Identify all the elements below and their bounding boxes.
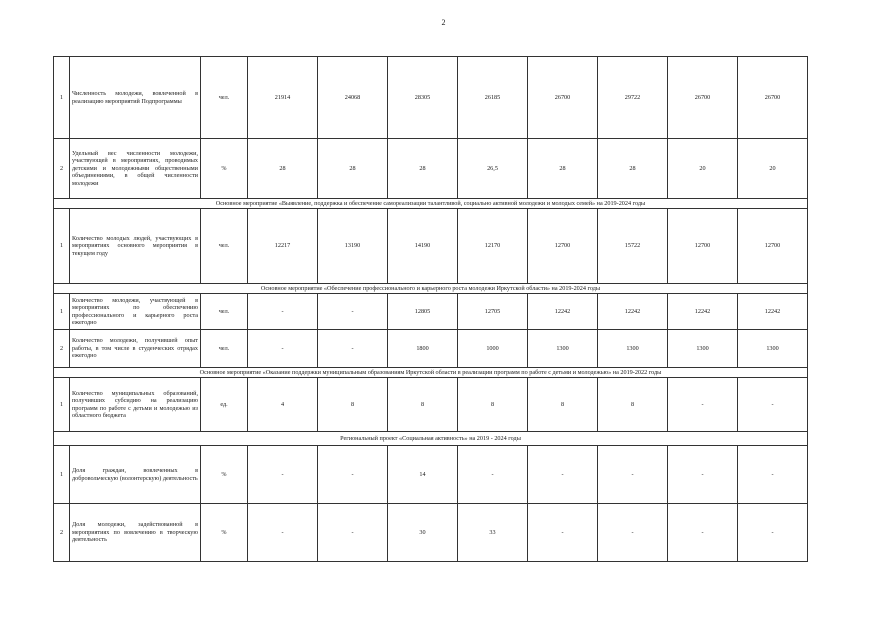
indicator-value: 8: [318, 378, 388, 432]
indicator-value: 26700: [668, 57, 738, 139]
section-title: Основное мероприятие «Выявление, поддержка и обеспечение самореализации талантливой, социально активной молодежи и молодых семей» на 2019-2024 годы: [54, 199, 808, 209]
indicator-value: 8: [598, 378, 668, 432]
unit-of-measure: %: [201, 504, 248, 562]
indicator-value: 28: [598, 139, 668, 199]
indicator-value: 30: [388, 504, 458, 562]
section-title: Основное мероприятие «Обеспечение профессионального и карьерного роста молодежи Иркутской области» на 2019-2024 годы: [54, 284, 808, 294]
indicator-value: 21914: [248, 57, 318, 139]
indicator-value: 26700: [528, 57, 598, 139]
indicator-value: -: [598, 504, 668, 562]
row-number: 1: [54, 446, 70, 504]
indicator-value: 13190: [318, 209, 388, 284]
table-row: [54, 446, 808, 504]
indicator-value: -: [248, 294, 318, 330]
indicator-value: 24068: [318, 57, 388, 139]
indicator-value: 26185: [458, 57, 528, 139]
indicator-value: 8: [528, 378, 598, 432]
indicator-value: 12700: [528, 209, 598, 284]
indicator-name: Доля граждан, вовлеченных в добровольческую (волонтерскую) деятельность: [70, 446, 201, 504]
section-header-row: [54, 284, 808, 294]
indicator-value: 12242: [528, 294, 598, 330]
indicator-value: 1300: [668, 330, 738, 368]
indicator-value: -: [738, 378, 808, 432]
indicator-name: Удельный вес численности молодежи, участвующей в мероприятиях, проводимых детскими и молодежными общественными объединениями, в общей численности молодежи: [70, 139, 201, 199]
indicator-name: Количество муниципальных образований, получивших субсидию на реализацию программ по работе с детьми и молодежью из областного бюджета: [70, 378, 201, 432]
indicator-value: -: [248, 446, 318, 504]
page-number: 2: [441, 18, 446, 27]
table-body: [54, 57, 808, 562]
indicator-value: 12170: [458, 209, 528, 284]
indicator-value: -: [668, 504, 738, 562]
indicator-value: 8: [458, 378, 528, 432]
indicator-value: 15722: [598, 209, 668, 284]
indicator-value: -: [528, 446, 598, 504]
indicator-value: 1300: [598, 330, 668, 368]
indicator-value: -: [318, 446, 388, 504]
indicator-value: 4: [248, 378, 318, 432]
indicator-value: 1000: [458, 330, 528, 368]
indicator-value: 12242: [598, 294, 668, 330]
indicator-value: 28: [318, 139, 388, 199]
indicator-name: Численность молодежи, вовлеченной в реализацию мероприятий Подпрограммы: [70, 57, 201, 139]
indicator-value: 20: [738, 139, 808, 199]
row-number: 2: [54, 330, 70, 368]
indicator-value: 8: [388, 378, 458, 432]
row-number: 2: [54, 504, 70, 562]
indicator-value: 14: [388, 446, 458, 504]
indicator-value: 33: [458, 504, 528, 562]
indicator-value: 28: [388, 139, 458, 199]
indicator-value: 28305: [388, 57, 458, 139]
unit-of-measure: чел.: [201, 294, 248, 330]
indicator-name: Количество молодежи, участвующей в мероприятиях по обеспечению профессионального и карьерного роста ежегодно: [70, 294, 201, 330]
table-row: [54, 330, 808, 368]
section-title: Региональный проект «Социальная активность» на 2019 - 2024 годы: [54, 432, 808, 446]
table-row: [54, 57, 808, 139]
indicator-value: 29722: [598, 57, 668, 139]
indicator-value: -: [738, 504, 808, 562]
indicator-value: 1300: [738, 330, 808, 368]
indicator-value: 12217: [248, 209, 318, 284]
indicator-value: 28: [248, 139, 318, 199]
indicator-value: 1300: [528, 330, 598, 368]
indicator-value: -: [668, 446, 738, 504]
indicator-value: -: [318, 294, 388, 330]
indicator-value: 1800: [388, 330, 458, 368]
indicator-value: 12242: [738, 294, 808, 330]
unit-of-measure: чел.: [201, 209, 248, 284]
indicators-table: [53, 56, 808, 562]
section-title: Основное мероприятие «Оказание поддержки муниципальным образованиям Иркутской области в реализации программ по работе с детьми и молодежью» на 2019-2022 годы: [54, 368, 808, 378]
indicator-value: -: [738, 446, 808, 504]
row-number: 1: [54, 57, 70, 139]
table-row: [54, 139, 808, 199]
indicator-value: -: [248, 330, 318, 368]
unit-of-measure: чел.: [201, 57, 248, 139]
indicator-value: 12242: [668, 294, 738, 330]
indicator-value: -: [318, 330, 388, 368]
indicator-value: 12805: [388, 294, 458, 330]
unit-of-measure: %: [201, 446, 248, 504]
indicator-value: 12700: [668, 209, 738, 284]
row-number: 2: [54, 139, 70, 199]
indicator-value: 26,5: [458, 139, 528, 199]
indicator-value: -: [598, 446, 668, 504]
indicator-value: 26700: [738, 57, 808, 139]
indicator-name: Количество молодежи, получившей опыт работы, в том числе в студенческих отрядах ежегодно: [70, 330, 201, 368]
indicator-value: -: [318, 504, 388, 562]
table-row: [54, 378, 808, 432]
row-number: 1: [54, 294, 70, 330]
table-row: [54, 294, 808, 330]
table-row: [54, 504, 808, 562]
indicator-value: -: [528, 504, 598, 562]
unit-of-measure: ед.: [201, 378, 248, 432]
row-number: 1: [54, 209, 70, 284]
indicator-value: -: [668, 378, 738, 432]
indicator-value: 14190: [388, 209, 458, 284]
indicator-name: Количество молодых людей, участвующих в мероприятиях основного мероприятия в текущем году: [70, 209, 201, 284]
indicator-value: 20: [668, 139, 738, 199]
section-header-row: [54, 368, 808, 378]
table-row: [54, 209, 808, 284]
indicator-name: Доля молодежи, задействованной в мероприятиях по вовлечению в творческую деятельность: [70, 504, 201, 562]
section-header-row: [54, 199, 808, 209]
section-header-row: [54, 432, 808, 446]
row-number: 1: [54, 378, 70, 432]
indicator-value: -: [458, 446, 528, 504]
unit-of-measure: чел.: [201, 330, 248, 368]
indicator-value: 12700: [738, 209, 808, 284]
unit-of-measure: %: [201, 139, 248, 199]
indicator-value: -: [248, 504, 318, 562]
indicator-value: 12705: [458, 294, 528, 330]
indicator-value: 28: [528, 139, 598, 199]
